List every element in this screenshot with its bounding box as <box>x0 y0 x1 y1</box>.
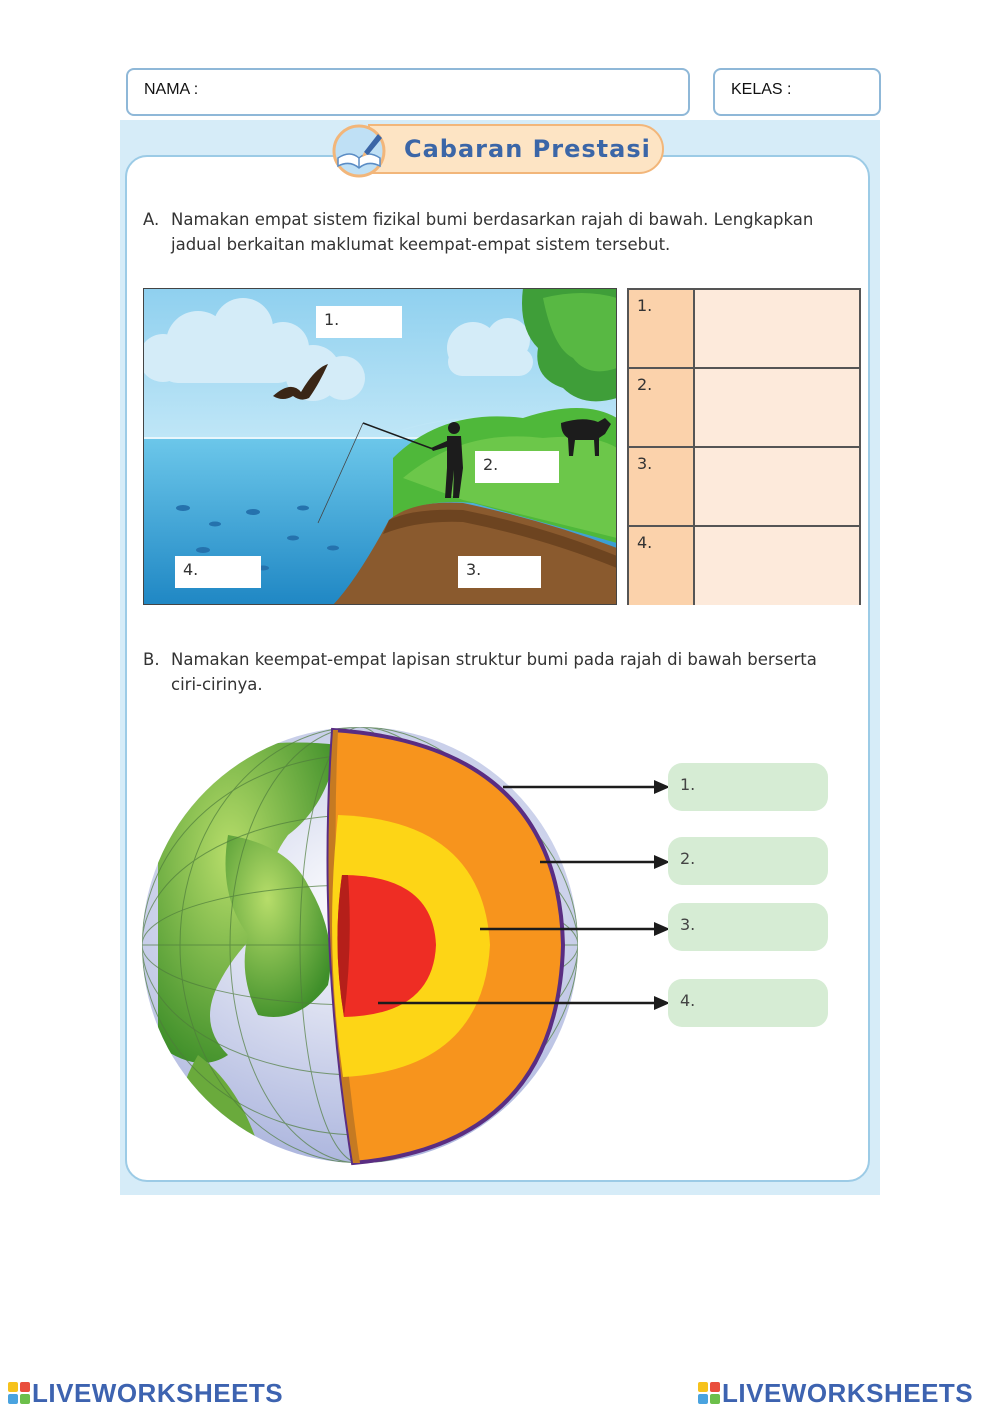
liveworksheets-logo-right <box>698 1378 973 1409</box>
earth-structure-diagram <box>138 725 698 1170</box>
liveworksheets-logo-icon <box>8 1382 30 1404</box>
question-a-line1: Namakan empat sistem fizikal bumi berdasarkan rajah di bawah. Lengkapkan <box>171 210 814 229</box>
systems-table <box>627 288 861 605</box>
question-b <box>143 648 863 700</box>
table-row-number: 1. <box>629 290 695 368</box>
table-row <box>629 290 859 368</box>
layer-label-2[interactable]: 2. <box>668 837 828 885</box>
question-b-line2: ciri-cirinya. <box>171 675 263 694</box>
table-row <box>629 448 859 526</box>
brand-text: LIVEWORKSHEETS <box>722 1378 974 1408</box>
table-row-number: 4. <box>629 527 695 605</box>
banner-title: Cabaran Prestasi <box>404 135 651 163</box>
name-label: NAMA : <box>144 81 199 98</box>
scene-label-3[interactable]: 3. <box>458 556 541 588</box>
table-answer-cell[interactable] <box>695 448 859 526</box>
liveworksheets-logo-left <box>8 1378 283 1409</box>
scene-label-1[interactable]: 1. <box>316 306 402 338</box>
table-answer-cell[interactable] <box>695 527 859 605</box>
scene-label-2[interactable]: 2. <box>475 451 559 483</box>
question-a <box>143 208 863 260</box>
book-pencil-icon <box>330 124 388 178</box>
table-row-number: 3. <box>629 448 695 526</box>
class-field[interactable] <box>713 68 881 116</box>
table-row <box>629 369 859 447</box>
table-row-number: 2. <box>629 369 695 447</box>
layer-label-4[interactable]: 4. <box>668 979 828 1027</box>
question-b-line1: Namakan keempat-empat lapisan struktur bumi pada rajah di bawah berserta <box>171 650 817 669</box>
liveworksheets-logo-icon <box>698 1382 720 1404</box>
question-a-letter: A. <box>143 210 160 229</box>
layer-label-1[interactable]: 1. <box>668 763 828 811</box>
name-field[interactable] <box>126 68 690 116</box>
table-answer-cell[interactable] <box>695 290 859 368</box>
question-a-line2: jadual berkaitan maklumat keempat-empat sistem tersebut. <box>171 235 671 254</box>
class-label: KELAS : <box>731 81 792 98</box>
table-row <box>629 527 859 605</box>
scene-label-4[interactable]: 4. <box>175 556 261 588</box>
question-b-letter: B. <box>143 650 160 669</box>
table-answer-cell[interactable] <box>695 369 859 447</box>
title-banner <box>368 124 664 174</box>
brand-text: LIVEWORKSHEETS <box>32 1378 284 1408</box>
layer-label-3[interactable]: 3. <box>668 903 828 951</box>
